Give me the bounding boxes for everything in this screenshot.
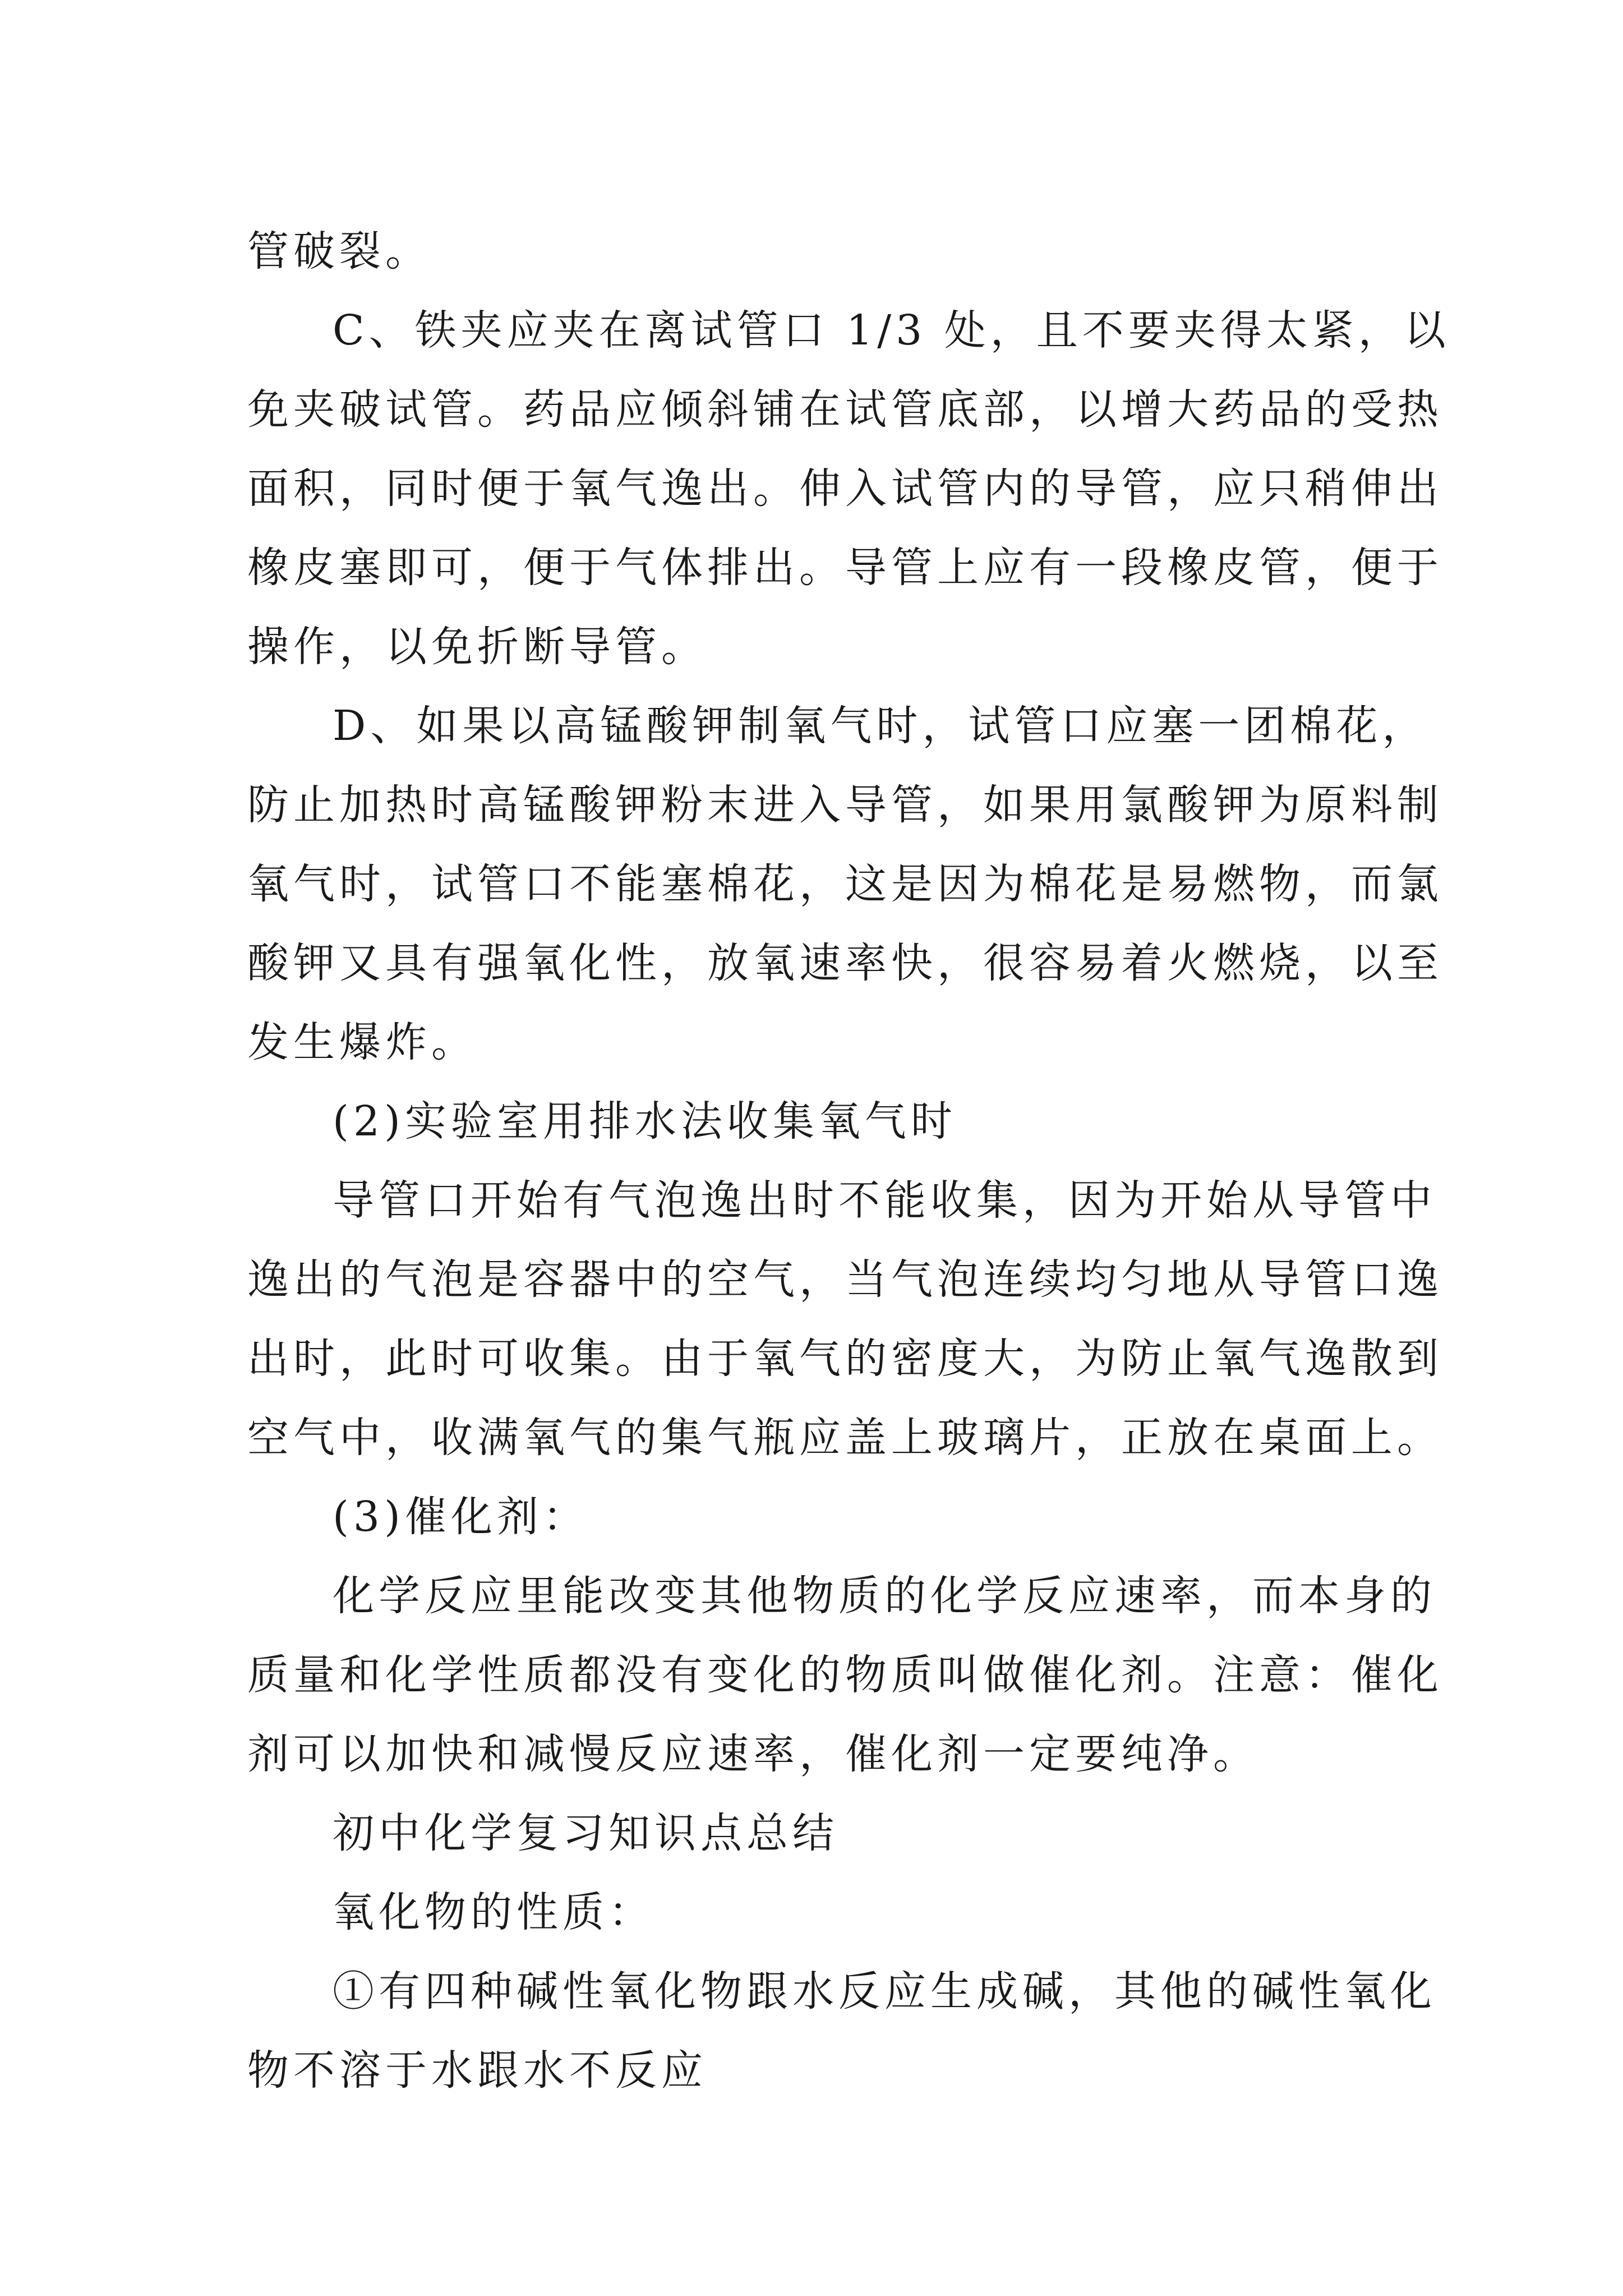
section-heading <box>247 1082 1397 1161</box>
text-line: 剂可以加快和减慢反应速率，催化剂一定要纯净。 <box>247 1730 1259 1778</box>
paragraph <box>247 291 1450 687</box>
text-line: 酸钾又具有强氧化性，放氧速率快，很容易着火燃烧，以至 <box>247 939 1443 987</box>
text-line: 物不溶于水跟水不反应 <box>247 2046 707 2095</box>
text-line: 导管口开始有气泡逸出时不能收集，因为开始从导管中 <box>333 1176 1436 1225</box>
text-line: 橡皮塞即可，便于气体排出。导管上应有一段橡皮管，便于 <box>247 544 1443 592</box>
text-line: 质量和化学性质都没有变化的物质叫做催化剂。注意：催化 <box>247 1651 1443 1699</box>
text-line: 管破裂。 <box>247 227 431 275</box>
paragraph <box>247 212 1397 291</box>
section-heading <box>247 1873 1397 1952</box>
text-line: 逸出的气泡是容器中的空气，当气泡连续均匀地从导管口逸 <box>247 1255 1443 1304</box>
text-line: 氧气时，试管口不能塞棉花，这是因为棉花是易燃物，而氯 <box>247 860 1443 908</box>
text-line: 发生爆炸。 <box>247 1018 477 1066</box>
text-line: 防止加热时高锰酸钾粉末进入导管，如果用氯酸钾为原料制 <box>247 781 1443 829</box>
text-line: 氧化物的性质： <box>333 1888 654 1936</box>
text-line: 化学反应里能改变其他物质的化学反应速率，而本身的 <box>333 1572 1436 1620</box>
text-line: D、如果以高锰酸钾制氧气时，试管口应塞一团棉花， <box>333 702 1428 750</box>
text-line: 出时，此时可收集。由于氧气的密度大，为防止氧气逸散到 <box>247 1335 1443 1383</box>
paragraph <box>247 1557 1443 1794</box>
paragraph <box>247 687 1443 1082</box>
text-line: 免夹破试管。药品应倾斜铺在试管底部，以增大药品的受热 <box>247 385 1443 434</box>
text-line: 操作，以免折断导管。 <box>247 623 707 671</box>
text-line: 初中化学复习知识点总结 <box>333 1809 838 1857</box>
paragraph <box>247 1952 1436 2110</box>
section-heading <box>247 1478 1397 1557</box>
paragraph <box>247 1161 1443 1478</box>
text-line: ①有四种碱性氧化物跟水反应生成碱，其他的碱性氧化 <box>333 1967 1436 2016</box>
text-line: 面积，同时便于氧气逸出。伸入试管内的导管，应只稍伸出 <box>247 464 1443 513</box>
body-text <box>247 212 1450 2110</box>
text-line: 空气中，收满氧气的集气瓶应盖上玻璃片，正放在桌面上。 <box>247 1414 1443 1462</box>
text-line: (3)催化剂： <box>333 1493 589 1541</box>
text-line: (2)实验室用排水法收集氧气时 <box>333 1097 957 1145</box>
section-heading <box>247 1794 1397 1873</box>
text-line: C、铁夹应夹在离试管口 1/3 处，且不要夹得太紧，以 <box>333 306 1450 355</box>
